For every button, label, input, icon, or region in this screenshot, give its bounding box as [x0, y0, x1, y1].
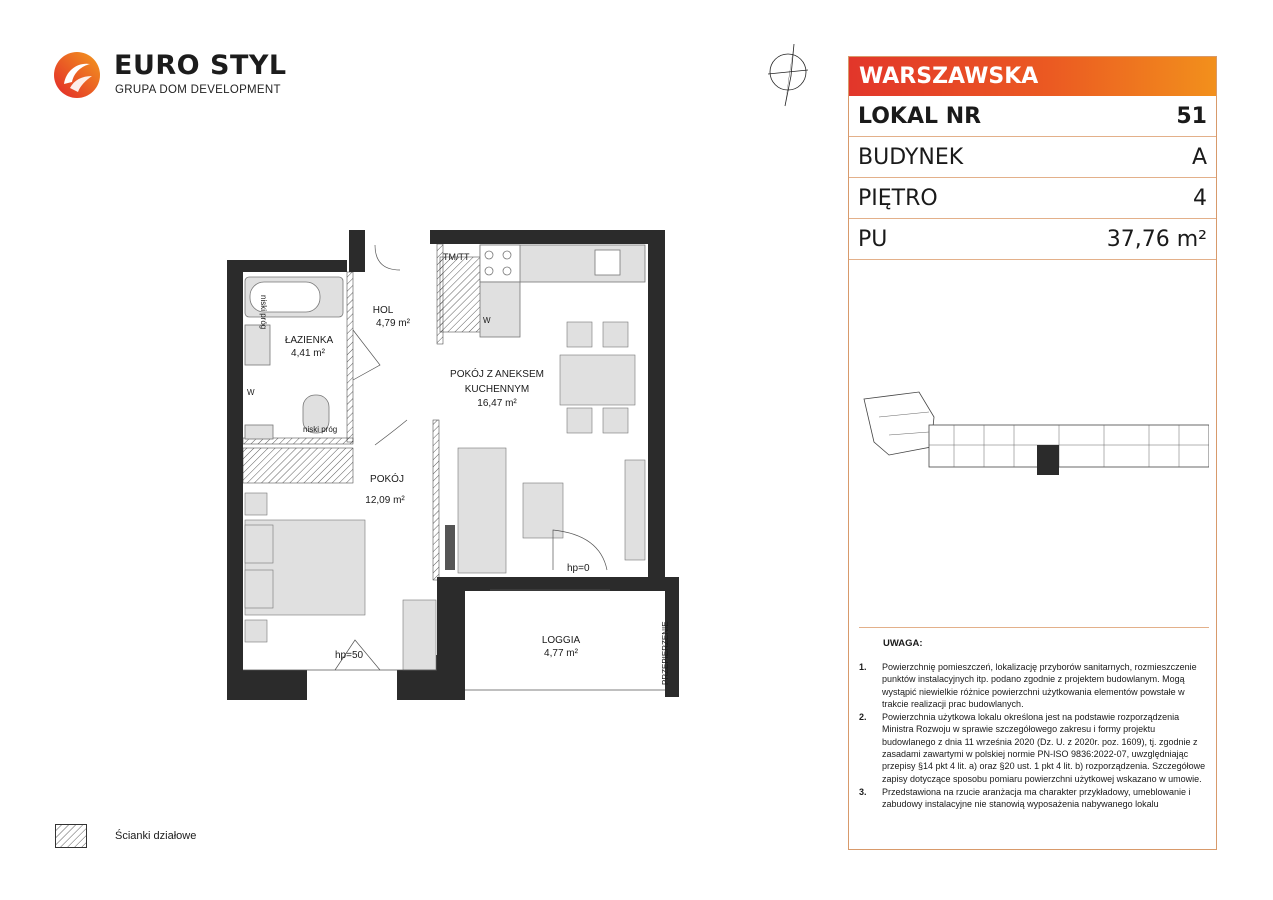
row-pu: [849, 219, 1216, 260]
row-budynek-value: A: [1191, 145, 1207, 170]
info-panel: [848, 56, 1217, 850]
label-przepierzenie: PRZEPIERZENIE: [661, 621, 670, 685]
note-item: 2. Powierzchnia użytkowa lokalu określona jest na podstawie rozporządzenia Ministra Rozwoju w sprawie szczegółowego zakresu i formy projektu budowlanego z dnia 11 września 2020 (Dz. U. z 2020r. poz. 1609), tj. zgodnie z zasadami zawartymi w polskiej normie PN-ISO 9836:2022-07, uwzględniając przepisy §14 pkt 4 lit. a) oraz §20 ust. 1 pkt 4 lit. b) rozporządzenia. Szczegółowe zapisy dotyczące sposobu pomiaru powierzchni użytkowej wskazano w umowie.: [859, 712, 1206, 784]
hatch-swatch-icon: [55, 824, 87, 848]
bedroom-furniture: [245, 493, 436, 670]
room-hol-name: HOL: [372, 305, 394, 316]
row-pu-label: PU: [858, 227, 888, 252]
room-lazienka-name: ŁAZIENKA: [284, 335, 334, 346]
north-arrow-icon: [758, 40, 822, 112]
label-niski-prog-1: niski próg: [259, 295, 268, 330]
notes-section: [859, 627, 1209, 812]
note-item: 3. Przedstawiona na rzucie aranżacja ma charakter przykładowy, umeblowanie i zabudowy instalacyjne nie stanowią wyposażenia nabywanego lokalu: [859, 786, 1191, 810]
room-salon-name1: POKÓJ Z ANEKSEM: [450, 369, 544, 380]
label-niski-prog-2: niski próg: [303, 425, 338, 434]
investment-name: WARSZAWSKA: [849, 57, 1216, 96]
brand-group: GRUPA DOM DEVELOPMENT: [115, 84, 281, 96]
flame-logo-icon: [52, 50, 102, 100]
label-hp50: hp=50: [335, 650, 364, 661]
notes-heading: UWAGA:: [883, 638, 923, 649]
label-w-2: W: [483, 316, 491, 325]
row-budynek: [849, 137, 1216, 178]
note-item: 1. Powierzchnię pomieszczeń, lokalizację przyborów sanitarnych, rozmieszczenie punktów instalacyjnych itp. podano zgodnie z projektem budowlanym. Mogą wystąpić niewielkie różnice powierzchni użytkowania elementów powstałe w trakcie realizacji prac budowlanych.: [859, 662, 1197, 709]
floor-plan: [225, 215, 685, 710]
row-pietro-label: PIĘTRO: [858, 186, 938, 211]
living-furniture: [458, 322, 645, 573]
brand-name: EURO STYL: [114, 50, 287, 81]
row-pu-value: 37,76 m²: [1106, 227, 1207, 252]
room-loggia-name: LOGGIA: [541, 635, 581, 646]
room-loggia-area: 4,77 m²: [544, 648, 578, 659]
row-pietro-value: 4: [1193, 186, 1207, 211]
label-hp0: hp=0: [567, 563, 590, 574]
company-logo: [52, 50, 287, 102]
room-pokoj-area: 12,09 m²: [365, 495, 405, 506]
room-lazienka-area: 4,41 m²: [291, 348, 325, 359]
building-key-plan: [859, 387, 1209, 497]
row-lokal-label: LOKAL NR: [858, 104, 982, 129]
row-lokal-value: 51: [1176, 104, 1207, 129]
row-budynek-label: BUDYNEK: [858, 145, 964, 170]
room-salon-area: 16,47 m²: [477, 398, 517, 409]
room-hol-area: 4,79 m²: [376, 318, 410, 329]
label-w-1: W: [247, 388, 255, 397]
legend-label: Ścianki działowe: [115, 830, 197, 842]
room-pokoj-name: POKÓJ: [370, 474, 404, 485]
label-tmtt: TM/TT: [443, 252, 470, 262]
row-pietro: [849, 178, 1216, 219]
room-salon-name2: KUCHENNYM: [464, 384, 530, 395]
row-lokal: [849, 96, 1216, 137]
